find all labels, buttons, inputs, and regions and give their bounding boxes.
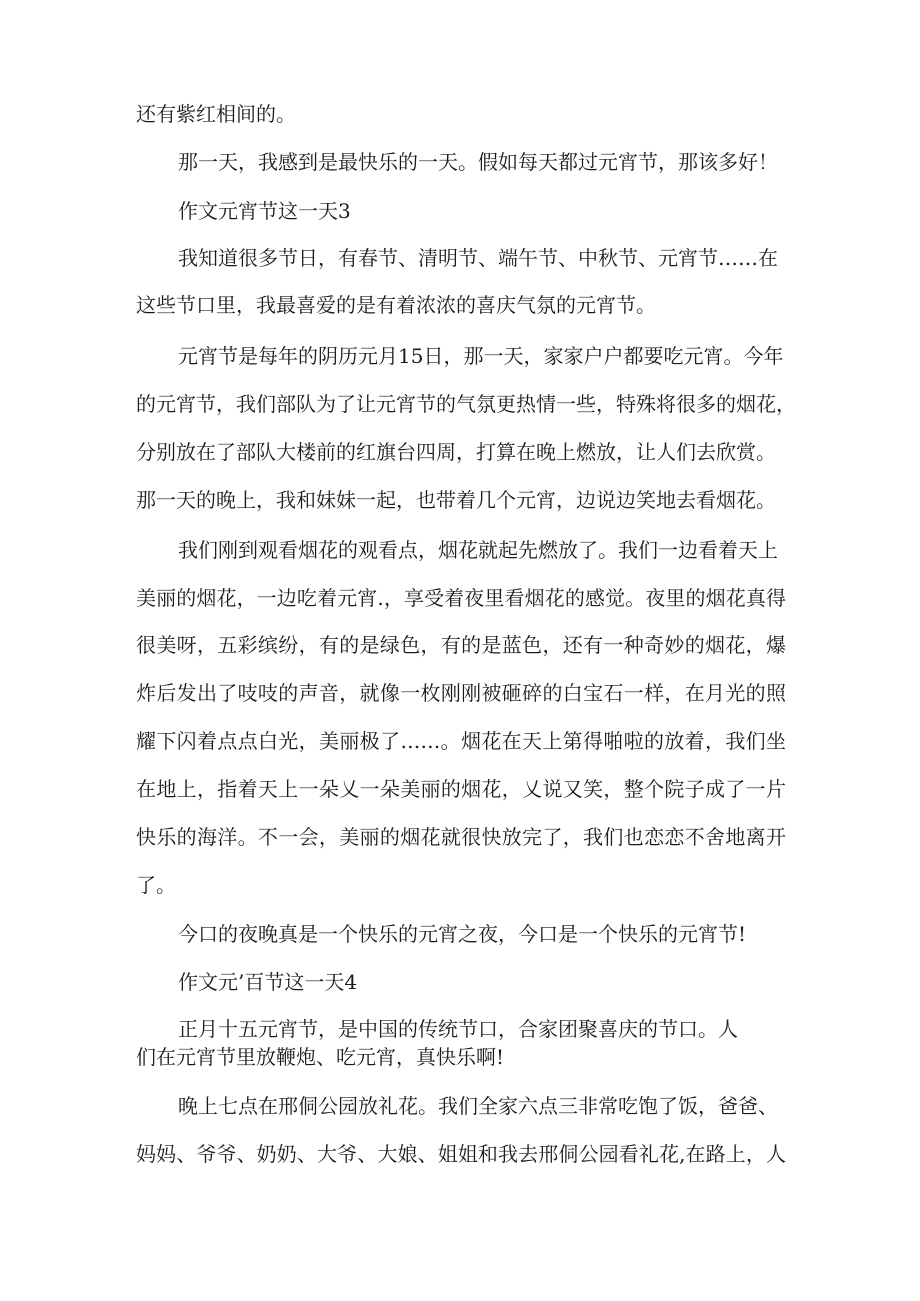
text-line: 那一天，我感到是最快乐的一天。假如每天都过元宵节，那该多好！ — [178, 150, 778, 174]
text-line: 炸后发出了吱吱的声音，就像一枚刚刚被砸碎的白宝石一样，在月光的照 — [136, 681, 786, 705]
text-line: 元宵节是每年的阴历元月15日，那一天，家家户户都要吃元宵。今年 — [178, 344, 784, 368]
text-line: 我知道很多节日，有春节、清明节、端午节、中秋节、元宵节……在 — [178, 246, 778, 270]
text-line: 妈妈、爷爷、奶奶、大爷、大娘、姐姐和我去邢侗公园看礼花,在路上，人 — [136, 1142, 786, 1166]
text-line: 了。 — [136, 873, 176, 897]
text-line: 快乐的海洋。不一会，美丽的烟花就很快放完了，我们也恋恋不舍地离开 — [136, 825, 786, 849]
text-line: 们在元宵节里放鞭炮、吃元宵，真快乐啊! — [136, 1045, 505, 1069]
text-line: 这些节口里，我最喜爱的是有着浓浓的喜庆气氛的元宵节。 — [136, 293, 656, 317]
text-line: 我们刚到观看烟花的观看点，烟花就起先燃放了。我们一边看着天上 — [178, 538, 778, 562]
text-line: 那一天的晚上，我和妹妹一起，也带着几个元宵，边说边笑地去看烟花。 — [136, 488, 776, 512]
text-line: 晚上七点在邢侗公园放礼花。我们全家六点三非常吃饱了饭，爸爸、 — [178, 1094, 778, 1118]
text-line: 今口的夜晚真是一个快乐的元宵之夜，今口是一个快乐的元宵节! — [178, 922, 747, 946]
text-line: 在地上，指着天上一朵乂一朵美丽的烟花，乂说又笑，整个院子成了一片 — [136, 777, 786, 801]
section-heading: 作文元宵节这一天3 — [178, 199, 351, 223]
text-line: 还有紫红相间的。 — [136, 102, 296, 126]
text-line: 美丽的烟花，一边吃着元宵.，享受着夜里看烟花的感觉。夜里的烟花真得 — [136, 586, 786, 610]
text-line: 正月十五元宵节，是中国的传统节口，合家团聚喜庆的节口。人 — [178, 1017, 738, 1041]
text-line: 很美呀，五彩缤纷，有的是绿色，有的是蓝色，还有一种奇妙的烟花，爆 — [136, 633, 786, 657]
section-heading: 作文元’百节这一天4 — [178, 970, 358, 994]
text-line: 的元宵节，我们部队为了让元宵节的气氛更热情一些，特殊将很多的烟花， — [136, 392, 796, 416]
text-line: 分别放在了部队大楼前的红旗台四周，打算在晚上燃放，让人们去欣赏。 — [136, 440, 776, 464]
text-line: 耀下闪着点点白光，美丽极了……。烟花在天上第得啪啦的放着，我们坐 — [136, 729, 786, 753]
